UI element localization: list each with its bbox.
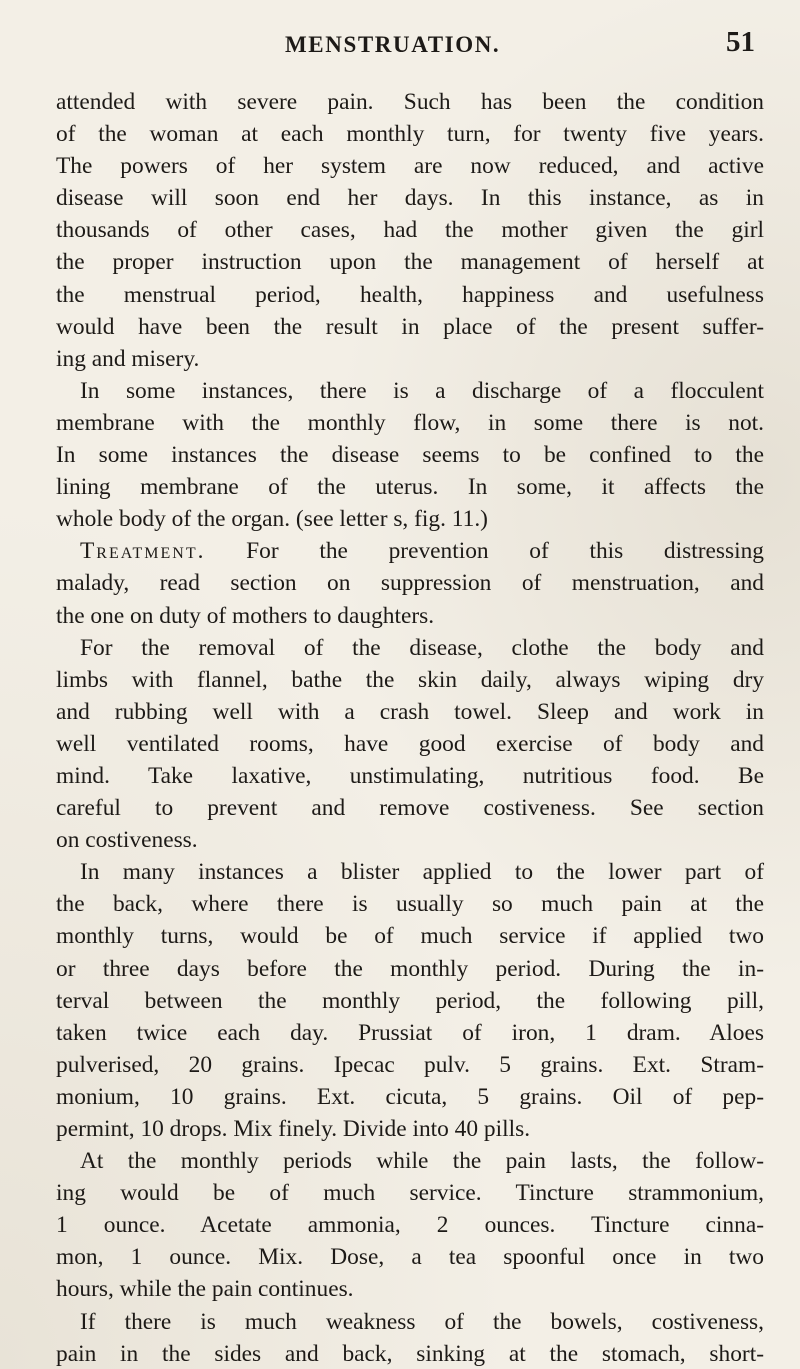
text-line: the proper instruction upon the management of herself at — [56, 249, 764, 276]
text-line: would have been the result in place of the present suffer- — [56, 313, 764, 340]
text-line: ing would be of much service. Tincture strammonium, — [56, 1180, 764, 1207]
text-line: The powers of her system are now reduced, and active — [56, 153, 764, 180]
text-line: pulverised, 20 grains. Ipecac pulv. 5 grains. Ext. Stram- — [56, 1051, 764, 1078]
text-line: lining membrane of the uterus. In some, it affects the — [56, 474, 764, 501]
treatment-text: For the prevention of this distressing — [246, 538, 764, 565]
text-line: the one on duty of mothers to daughters. — [56, 602, 435, 629]
page-number: 51 — [726, 26, 755, 58]
text-line: In some instances, there is a discharge of a flocculent — [80, 377, 764, 404]
text-line: mon, 1 ounce. Mix. Dose, a tea spoonful once in two — [56, 1244, 764, 1271]
text-line: For the removal of the disease, clothe the body and — [80, 634, 764, 661]
text-line: mind. Take laxative, unstimulating, nutritious food. Be — [56, 762, 764, 789]
text-line: monthly turns, would be of much service if applied two — [56, 923, 764, 950]
text-line: terval between the monthly period, the following pill, — [56, 987, 764, 1014]
text-line: ing and misery. — [56, 345, 200, 372]
text-line: disease will soon end her days. In this instance, as in — [56, 185, 764, 212]
text-line: well ventilated rooms, have good exercise of body and — [56, 730, 764, 757]
text-line: pain in the sides and back, sinking at the stomach, short- — [56, 1340, 764, 1367]
text-line: whole body of the organ. (see letter s, fig. 11.) — [56, 506, 488, 533]
treatment-heading: Treatment. — [80, 538, 206, 565]
text-line: the back, where there is usually so much pain at the — [56, 891, 764, 918]
text-line: In some instances the disease seems to be confined to the — [56, 442, 764, 469]
text-line: membrane with the monthly flow, in some there is not. — [56, 409, 764, 436]
text-line: permint, 10 drops. Mix finely. Divide into 40 pills. — [56, 1116, 531, 1142]
text-line: 1 ounce. Acetate ammonia, 2 ounces. Tincture cinna- — [56, 1212, 764, 1239]
text-line: careful to prevent and remove costiveness. See section — [56, 795, 764, 822]
text-line: thousands of other cases, had the mother given the girl — [56, 217, 764, 244]
text-line: malady, read section on suppression of menstruation, and — [56, 570, 764, 597]
text-line: and rubbing well with a crash towel. Sleep and work in — [56, 698, 764, 725]
text-line: attended with severe pain. Such has been the condition — [56, 89, 764, 115]
text-line: of the woman at each monthly turn, for twenty five years. — [56, 121, 764, 148]
body-text — [56, 86, 764, 1369]
text-line: or three days before the monthly period. During the in- — [56, 955, 764, 982]
treatment-line — [56, 535, 764, 567]
text-line: limbs with flannel, bathe the skin daily, always wiping dry — [56, 666, 764, 693]
running-title: MENSTRUATION. — [285, 32, 501, 57]
text-line: At the monthly periods while the pain lasts, the follow- — [80, 1148, 764, 1175]
text-line: monium, 10 grains. Ext. cicuta, 5 grains. Oil of pep- — [56, 1083, 764, 1110]
text-line: hours, while the pain continues. — [56, 1276, 354, 1303]
text-line: In many instances a blister applied to the lower part of — [80, 859, 764, 886]
text-line: on costiveness. — [56, 827, 198, 854]
text-line: the menstrual period, health, happiness and usefulness — [56, 281, 764, 308]
text-line: If there is much weakness of the bowels, costiveness, — [80, 1308, 764, 1335]
text-line: taken twice each day. Prussiat of iron, 1 dram. Aloes — [56, 1019, 764, 1046]
running-head — [285, 26, 755, 60]
